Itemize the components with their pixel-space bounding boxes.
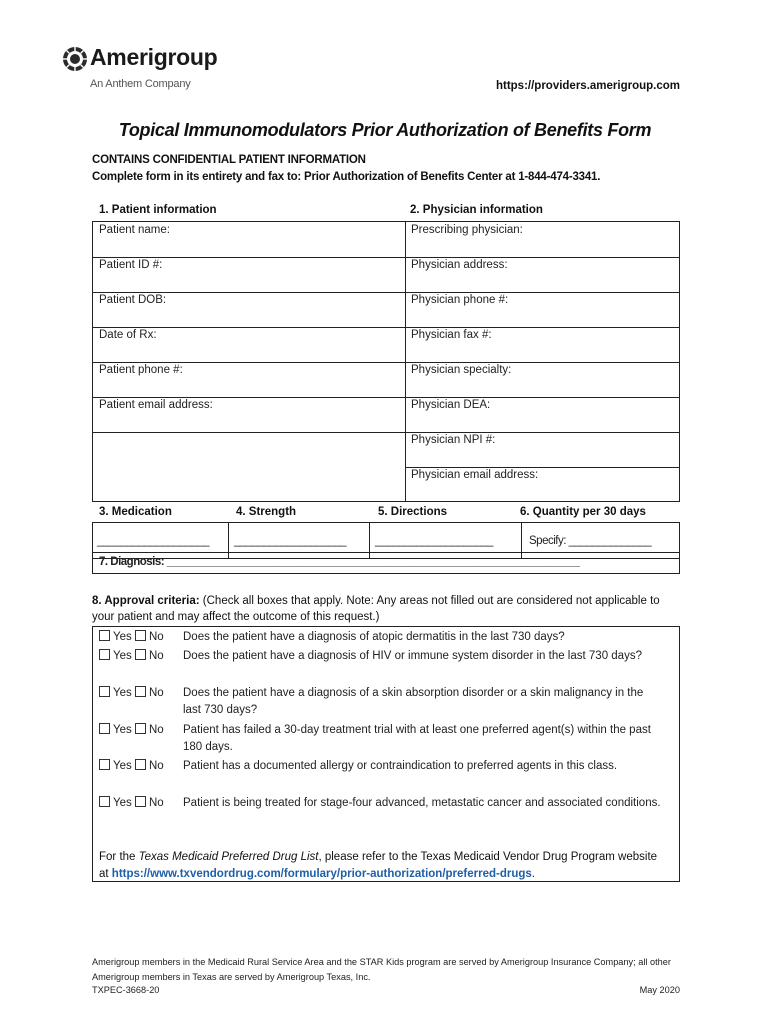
directions-input[interactable]: ____________________ — [375, 535, 493, 547]
yes-no-choice[interactable] — [99, 685, 179, 702]
footer-disclaimer: Amerigroup members in the Medicaid Rural Service Area and the STAR Kids program are served by Amerigroup Insurance Company; all other Amerigroup members in Texas are served by Amerigroup Texas, Inc. — [92, 957, 671, 982]
brand-name: Amerigroup — [90, 44, 218, 70]
physician-dea-field[interactable]: Physician DEA: — [411, 399, 491, 411]
note-text: For the — [99, 851, 139, 863]
diagnosis-input[interactable]: 7. Diagnosis: ______________________________________________________________________ — [99, 556, 580, 568]
provider-url[interactable]: https://providers.amerigroup.com — [495, 80, 680, 92]
fax-instruction: Complete form in its entirety and fax to: Prior Authorization of Benefits Center at 1-844-474-3341. — [92, 171, 601, 183]
pdl-note — [99, 849, 669, 883]
form-date: May 2020 — [639, 985, 680, 995]
criteria-question: Patient is being treated for stage-four advanced, metastatic cancer and associated conditions. — [183, 797, 661, 809]
criteria-question: Does the patient have a diagnosis of a skin absorption disorder or a skin malignancy in the last 730 days? — [183, 687, 644, 716]
criteria-question: Does the patient have a diagnosis of HIV or immune system disorder in the last 730 days? — [183, 650, 642, 662]
approval-criteria-text: (Check all boxes that apply. Note: Any areas not filled out are considered not applicable to your patient and may affect the outcome of this request.) — [92, 595, 660, 623]
physician-fax-field[interactable]: Physician fax #: — [411, 329, 492, 341]
quantity-heading: 6. Quantity per 30 days — [520, 506, 646, 518]
no-checkbox[interactable] — [135, 723, 146, 734]
note-text: . — [531, 868, 535, 880]
vendor-drug-link[interactable]: https://www.txvendordrug.com/formulary/prior-authorization/preferred-drugs — [111, 868, 532, 880]
form-code: TXPEC-3668-20 — [92, 985, 160, 995]
yes-label: Yes — [113, 687, 132, 699]
patient-id-field[interactable]: Patient ID #: — [99, 259, 163, 271]
no-checkbox[interactable] — [135, 630, 146, 641]
brand-logo — [62, 44, 242, 96]
yes-checkbox[interactable] — [99, 630, 110, 641]
date-of-rx-field[interactable]: Date of Rx: — [99, 329, 157, 341]
approval-criteria-label: 8. Approval criteria: — [92, 595, 200, 607]
no-label: No — [148, 797, 164, 809]
criteria-question: Does the patient have a diagnosis of atopic dermatitis in the last 730 days? — [183, 631, 565, 643]
prescribing-physician-field[interactable]: Prescribing physician: — [411, 224, 523, 236]
patient-name-field[interactable]: Patient name: — [99, 224, 170, 236]
diagnosis-row — [92, 552, 680, 574]
physician-email-field[interactable]: Physician email address: — [411, 469, 539, 481]
yes-no-choice[interactable] — [99, 629, 179, 646]
note-text: , please refer to the Texas Medicaid Vendor Drug Program website at — [99, 851, 658, 880]
yes-label: Yes — [113, 797, 132, 809]
yes-no-choice[interactable] — [99, 722, 179, 739]
yes-label: Yes — [113, 650, 132, 662]
patient-dob-field[interactable]: Patient DOB: — [99, 294, 167, 306]
yes-checkbox[interactable] — [99, 649, 110, 660]
yes-no-choice[interactable] — [99, 758, 179, 775]
physician-specialty-field[interactable]: Physician specialty: — [411, 364, 512, 376]
no-label: No — [148, 760, 164, 772]
yes-label: Yes — [113, 631, 132, 643]
criteria-table — [92, 626, 680, 882]
strength-input[interactable]: ___________________ — [234, 535, 347, 547]
no-label: No — [148, 631, 164, 643]
physician-phone-field[interactable]: Physician phone #: — [411, 294, 509, 306]
strength-heading: 4. Strength — [236, 506, 297, 518]
yes-checkbox[interactable] — [99, 796, 110, 807]
no-label: No — [148, 724, 164, 736]
medication-input[interactable]: ___________________ — [97, 535, 210, 547]
yes-checkbox[interactable] — [99, 759, 110, 770]
quantity-input[interactable]: Specify: ______________ — [529, 535, 652, 547]
form-title: Topical Immunomodulators Prior Authorization of Benefits Form — [118, 120, 652, 140]
medication-heading: 3. Medication — [99, 506, 172, 518]
yes-label: Yes — [113, 724, 132, 736]
amerigroup-seal-icon — [62, 46, 88, 72]
patient-email-field[interactable]: Patient email address: — [99, 399, 213, 411]
patient-info-heading: 1. Patient information — [99, 204, 217, 216]
yes-no-choice[interactable] — [99, 795, 179, 812]
no-label: No — [148, 650, 164, 662]
pdl-title: Texas Medicaid Preferred Drug List — [138, 851, 319, 863]
yes-no-choice[interactable] — [99, 648, 179, 665]
no-checkbox[interactable] — [135, 759, 146, 770]
criteria-question: Patient has failed a 30-day treatment trial with at least one preferred agent(s) within the past 180 days. — [183, 724, 651, 753]
approval-criteria-intro — [92, 593, 672, 625]
no-checkbox[interactable] — [135, 649, 146, 660]
no-checkbox[interactable] — [135, 796, 146, 807]
brand-tagline: An Anthem Company — [90, 78, 191, 90]
criteria-question: Patient has a documented allergy or contraindication to preferred agents in this class. — [183, 760, 618, 772]
directions-heading: 5. Directions — [378, 506, 448, 518]
confidential-notice: CONTAINS CONFIDENTIAL PATIENT INFORMATION — [92, 154, 366, 166]
physician-info-heading: 2. Physician information — [410, 204, 543, 216]
patient-phone-field[interactable]: Patient phone #: — [99, 364, 183, 376]
yes-label: Yes — [113, 760, 132, 772]
yes-checkbox[interactable] — [99, 723, 110, 734]
no-checkbox[interactable] — [135, 686, 146, 697]
no-label: No — [148, 687, 164, 699]
yes-checkbox[interactable] — [99, 686, 110, 697]
info-table — [92, 221, 680, 502]
physician-address-field[interactable]: Physician address: — [411, 259, 508, 271]
physician-npi-field[interactable]: Physician NPI #: — [411, 434, 496, 446]
